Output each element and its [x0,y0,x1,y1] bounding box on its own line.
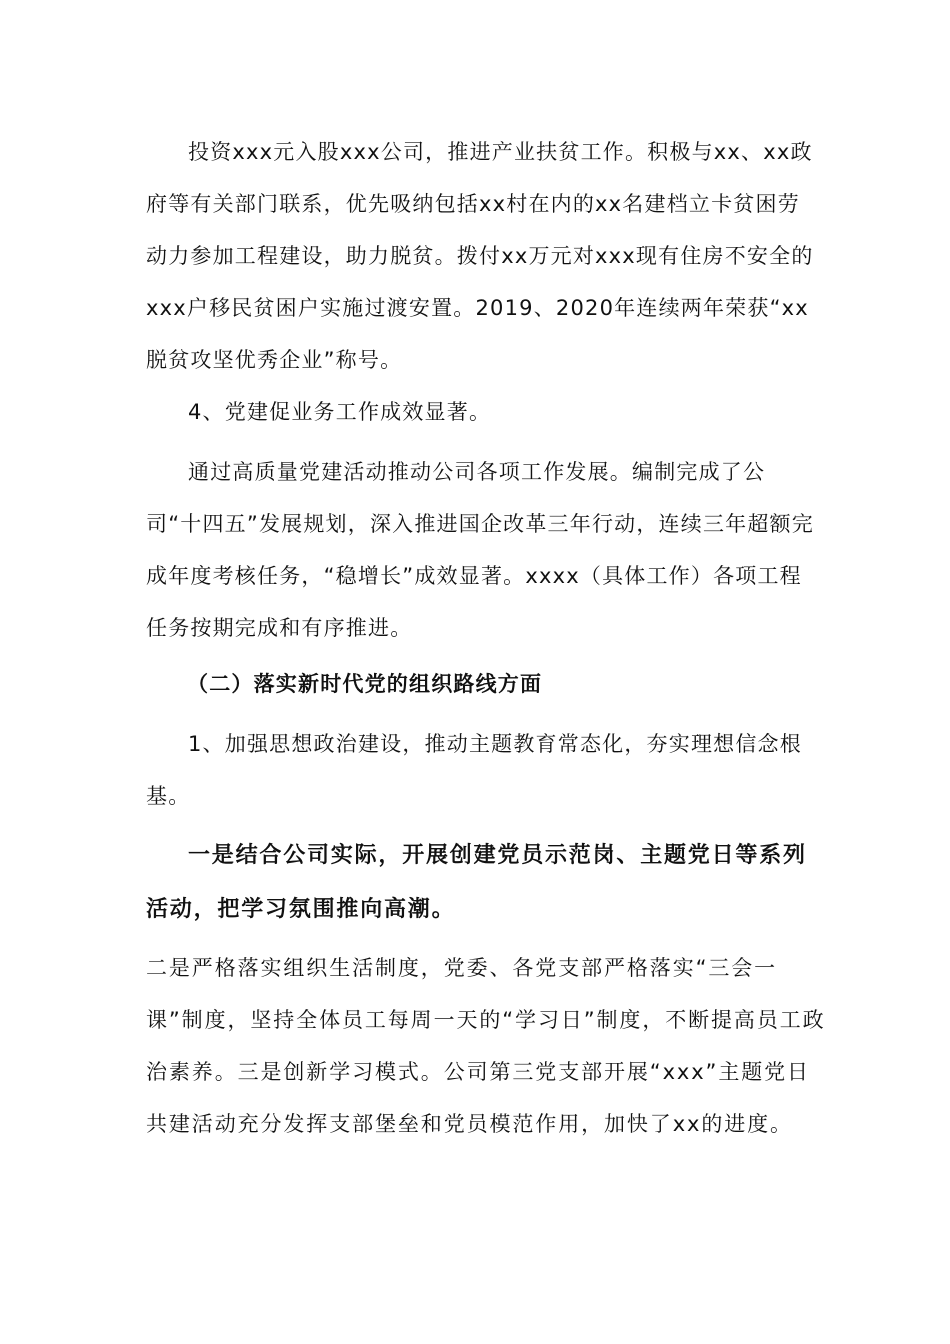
paragraph-item-1: 1、加强思想政治建设，推动主题教育常态化，夯实理想信念根基。 [146,732,802,808]
paragraph-item-4: 4、党建促业务工作成效显著。 [188,400,492,424]
section-heading-organization-line: （二）落实新时代党的组织路线方面 [187,672,543,696]
paragraph-first-measure-bold: 一是结合公司实际，开展创建党员示范岗、主题党日等系列活动，把学习氛围推向高潮。 [146,843,807,922]
paragraph-party-building-results: 通过高质量党建活动推动公司各项工作发展。编制完成了公司“十四五”发展规划，深入推进国企改革三年行动，连续三年超额完成年度考核任务，“稳增长”成效显著。xxxx（具体工作）各项工程任务按期完成和有序推进。 [146,460,814,640]
paragraph-poverty-alleviation: 投资xxx元入股xxx公司，推进产业扶贫工作。积极与xx、xx政府等有关部门联系，优先吸纳包括xx村在内的xx名建档立卡贫困劳动力参加工程建设，助力脱贫。拨付xx万元对xxx现有住房不安全的xxx户移民贫困户实施过渡安置。2019、2020年连续两年荣获“xx脱贫攻坚优秀企业”称号。 [146,140,814,372]
paragraph-second-third-measures: 二是严格落实组织生活制度，党委、各党支部严格落实“三会一课”制度，坚持全体员工每周一天的“学习日”制度，不断提高员工政治素养。三是创新学习模式。公司第三党支部开展“xxx”主题党日共建活动充分发挥支部堡垒和党员模范作用，加快了xx的进度。 [146,956,826,1136]
